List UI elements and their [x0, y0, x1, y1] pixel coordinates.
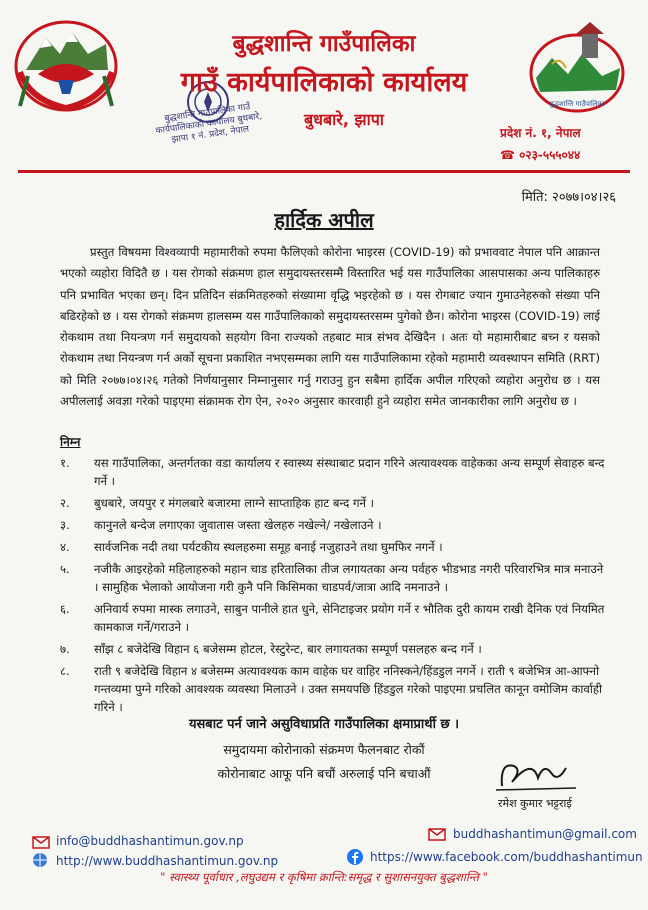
- list-item: [60, 662, 605, 716]
- list-item-number: ६.: [60, 602, 70, 616]
- footer-email-secondary[interactable]: buddhashantimun@gmail.com: [453, 827, 637, 841]
- list-item-number: ७.: [60, 642, 70, 656]
- svg-text:बुद्धशान्ति गाउँपालिका: बुद्धशान्ति गाउँपालिका: [549, 100, 605, 108]
- globe-icon: [32, 852, 48, 868]
- list-item: [60, 600, 605, 636]
- appeal-paragraph: [60, 242, 600, 412]
- list-item-number: ४.: [60, 540, 70, 554]
- footer-tagline: " स्वास्थ्य पूर्वाधार ,लघुउद्यम र कृषिमा क्रान्ति:समृद्ध र सुशासनयुक्त बुद्धशान्ति ": [160, 870, 488, 884]
- list-item-text: राती ९ बजेदेखि विहान ४ बजेसम्म अत्यावश्यक काम वाहेक घर वाहिर ननिस्कने/हिंडडुल नगर्ने । राती ९ बजेभित्र आ-आफ्नो गन्तव्यमा पुग्ने गरिको आवश्यक व्यवस्था मिलाउने । उक्त समयपछि हिंडडुल गरेको पाइएमा प्रचलित कानून वमोजिम कार्वाही गरिने ।: [94, 664, 602, 714]
- slogan-line-1: समुदायमा कोरोनाको संक्रमण फैलनबाट रोकौं: [223, 742, 425, 757]
- footer-facebook[interactable]: https://www.facebook.com/buddhashantimun: [370, 850, 643, 864]
- footer-website[interactable]: http://www.buddhashantimun.gov.np: [56, 854, 279, 868]
- list-item: [60, 640, 605, 658]
- list-item-text: साँझ ८ बजेदेखि विहान ६ बजेसम्म होटल, रेस्टुरेन्ट, बार लगायतका सम्पूर्ण पसलहरु बन्द गर्ने ।: [94, 642, 482, 656]
- list-item: [60, 560, 605, 596]
- office-name: गाउँ कार्यपालिकाको कार्यालय: [180, 67, 468, 98]
- list-item-number: ३.: [60, 518, 70, 532]
- list-item-text: कानुनले बन्देज लगाएका जुवातास जस्ता खेलहरु नखेल्ने/ नखेलाउने ।: [94, 518, 382, 532]
- header-divider: [18, 170, 630, 173]
- list-heading: निम्न: [60, 435, 81, 449]
- facebook-icon: [347, 849, 363, 865]
- list-item: [60, 538, 605, 556]
- appeal-paragraph-text: प्रस्तुत विषयमा विश्वव्यापी महामारीको रुपमा फैलिएको कोरोना भाइरस (COVID-19) को प्रभाववाट नेपाल पनि आक्रान्त भएको व्यहोरा विदितै छ । यस रोगको संक्रमण हाल समुदायस्तरसम्मै विस्तारित भई यस गाउँपालिका आसपासका अन्य पालिकाहरु पनि प्रभावित भएका छन्। दिन प्रतिदिन संक्रमितहरुको संख्यामा वृद्धि भइरहेको छ । यस रोगबाट ज्यान गुमाउनेहरुको संख्या पनि बढिरहेको छ । यस रोगको संक्रमण हालसम्म यस गाउँपालिकाको समुदायस्तरसम्म पुगेको छैन। कोरोना भाइरस (COVID-19) लाई रोकथाम तथा नियन्त्रण गर्न समुदायको सहयोग विना राज्यको तहबाट मात्र संभव देखिदैन । अतः यो महामारीबाट बच्न र यसको रोकथाम तथा नियन्त्रण गर्न अर्को सूचना प्रकाशित नभएसम्मका लागि यस गाउँपालिकामा रहेको महामारी व्यवस्थापन समिति (RRT) को मिति २०७७।०४।२६ गतेको निर्णयानुसार निम्नानुसार गर्नु गराउनु हुन सबैमा हार्दिक अपील गरिएको व्यहोरा अनुरोध छ । यस अपीललाई अवज्ञा गरेको पाइएमा संक्रामक रोग ऐन, २०२० अनुसार कारवाही हुने व्यहोरा समेत जानकारीका लागि अनुरोध छ ।: [60, 245, 600, 409]
- phone-number: ☎ ०२३-५५५०४४: [500, 148, 581, 162]
- page-title: हार्दिक अपील: [274, 208, 374, 232]
- list-item-number: ८.: [60, 664, 70, 678]
- envelope-icon: [32, 836, 50, 849]
- municipality-name: बुद्धशान्ति गाउँपालिका: [232, 31, 416, 57]
- signature: [492, 752, 582, 798]
- list-item-text: नजीकै आइरहेको महिलाहरुको महान चाड हरितालिका तीज लगायतका अन्य पर्वहरु भीडभाड नगरी परिवारभित्र मात्र मनाउने । सामुहिक भेलाको आयोजना गरी कुनै पनि किसिमका चाडपर्व/जात्रा आदि नमनाउने ।: [94, 562, 604, 594]
- province-label: प्रदेश नं. १, नेपाल: [500, 126, 581, 140]
- list-item-number: १.: [60, 456, 70, 470]
- list-item-number: २.: [60, 496, 70, 510]
- appeal-list: [60, 454, 605, 720]
- list-item-number: ५.: [60, 562, 70, 576]
- footer-email[interactable]: info@buddhashantimun.gov.np: [56, 834, 244, 848]
- envelope-icon: [428, 828, 446, 841]
- list-item-text: सार्वजनिक नदी तथा पर्यटकीय स्थलहरुमा समूह बनाई नजुहाउने तथा घुमफिर नगर्ने ।: [94, 540, 443, 554]
- list-item-text: यस गाउँपालिका, अन्तर्गतका वडा कार्यालय र स्वास्थ्य संस्थाबाट प्रदान गरिने अत्यावश्यक वाहेकका अन्य सम्पूर्ण सेवाहरु बन्द गर्ने ।: [94, 456, 605, 488]
- list-item: [60, 516, 605, 534]
- slogan-line-2: कोरोनाबाट आफू पनि बचौं अरुलाई पनि बचाऔं: [217, 766, 431, 781]
- list-item-text: बुधबारे, जयपुर र मंगलबारे बजारमा लाग्ने साप्ताहिक हाट बन्द गर्ने ।: [94, 496, 374, 510]
- apology-line: यसबाट पर्न जाने असुविधाप्रति गाउँपालिका क्षमाप्रार्थी छ ।: [188, 717, 460, 732]
- signer-name: रमेश कुमार भट्टराई: [498, 797, 572, 810]
- list-item: [60, 494, 605, 512]
- stamp-text: बुद्धशान्ति गाउँपालिका गाउँ कार्यपालिकाको कार्यालय बुधबारे, झापा १ नं. प्रदेश, नेपाल: [155, 102, 263, 146]
- office-address: बुधबारे, झापा: [304, 110, 384, 129]
- letter-date: मिति: २०७७।०४।२६: [521, 190, 616, 205]
- list-item-text: अनिवार्य रुपमा मास्क लगाउने, साबुन पानीले हात धुने, सेनिटाइजर प्रयोग गर्ने र भौतिक दुरी कायम राखी दैनिक एवं नियमित कामकाज गर्ने/गराउने ।: [94, 602, 605, 634]
- list-item: [60, 454, 605, 490]
